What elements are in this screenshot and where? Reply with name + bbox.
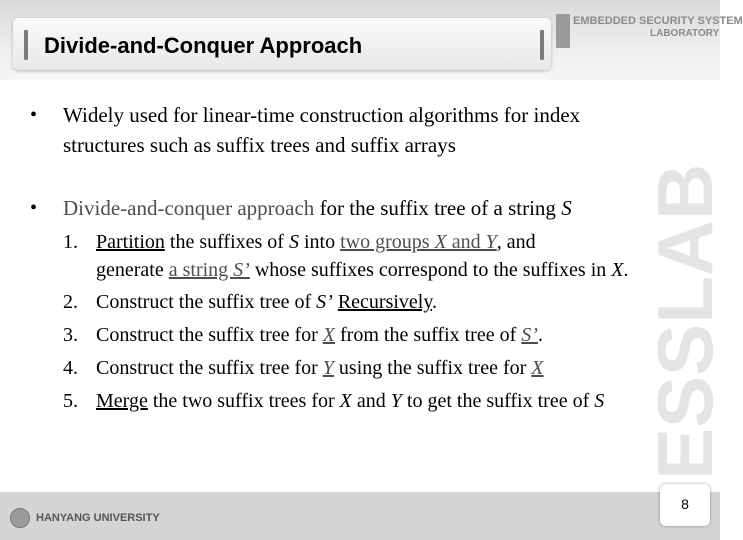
step-1-partition: Partition — [96, 231, 165, 253]
bullet-1-line-1: Widely used for linear-time construction algorithms for index — [63, 103, 581, 127]
bullet-2-lead: Divide-and-conquer approach — [63, 196, 315, 220]
step-1-two-groups — [340, 231, 497, 253]
step-1-number: 1. — [63, 231, 78, 253]
step-1-var-s: S — [288, 231, 299, 253]
title-accent-left — [24, 30, 28, 60]
step-3-var-x: X — [322, 324, 336, 346]
step-1-two-groups-label: two groups — [340, 231, 435, 253]
step-1-text-2: into — [298, 231, 341, 253]
step-5-var-x: X — [339, 390, 352, 412]
step-1-string-label: a string — [168, 259, 234, 281]
step-2-end: . — [432, 291, 438, 313]
bullet-2-var: S — [561, 196, 572, 220]
step-4-text: Construct the suffix tree for — [96, 357, 323, 379]
step-3-var-sprime: S’ — [521, 324, 538, 346]
step-2-var-sprime: S’ — [316, 291, 333, 313]
step-3-end: . — [537, 324, 543, 346]
step-1-var-x: X — [434, 231, 447, 253]
step-1-and: and — [446, 231, 486, 253]
page-number: 8 — [681, 496, 689, 512]
bullet-marker: • — [30, 197, 38, 219]
step-1-text: the suffixes of — [164, 231, 289, 253]
step-1-var-x-2: X — [611, 259, 624, 281]
step-1-end-2: . — [623, 259, 629, 281]
step-5-number: 5. — [63, 390, 78, 412]
step-4-var-y: Y — [322, 357, 334, 379]
step-5-text-2: and — [351, 390, 391, 412]
step-1-line-1 — [96, 231, 536, 254]
step-2-number: 2. — [63, 291, 78, 313]
page-title: Divide-and-Conquer Approach — [44, 33, 363, 58]
lab-logo-icon — [556, 14, 570, 48]
step-2-recursively: Recursively — [337, 291, 433, 313]
bullet-1-line-2: structures such as suffix trees and suffix arrays — [63, 133, 456, 157]
step-2-text: Construct the suffix tree of — [96, 291, 317, 313]
step-1-string — [169, 259, 250, 281]
step-1-text-3: whose suffixes correspond to the suffixes in — [249, 259, 612, 281]
step-1-var-y: Y — [485, 231, 497, 253]
step-4-number: 4. — [63, 357, 78, 379]
university-emblem-icon — [10, 508, 30, 528]
step-1-end: , and — [496, 231, 536, 253]
bullet-2-rest: for the suffix tree of a string — [314, 196, 562, 220]
step-3-number: 3. — [63, 324, 78, 346]
step-5-var-y: Y — [390, 390, 402, 412]
step-1-line-2 — [96, 259, 629, 282]
bullet-2-line — [63, 196, 572, 221]
step-5-line — [96, 390, 604, 413]
step-3-line — [96, 324, 543, 347]
step-5-var-s: S — [594, 390, 605, 412]
lab-name-line2: LABORATORY — [650, 28, 720, 39]
watermark-text: ESSLAB — [641, 163, 729, 480]
title-accent-right — [540, 30, 544, 60]
step-5-text: the two suffix trees for — [147, 390, 340, 412]
step-3-text-2: from the suffix tree of — [335, 324, 522, 346]
step-2-line — [96, 291, 437, 314]
step-5-merge: Merge — [96, 390, 148, 412]
step-1-generate: generate — [96, 259, 169, 281]
step-4-line — [96, 357, 544, 380]
step-4-text-2: using the suffix tree for — [333, 357, 532, 379]
esslab-watermark — [641, 50, 730, 490]
university-name: HANYANG UNIVERSITY — [36, 512, 160, 524]
step-3-text: Construct the suffix tree for — [96, 324, 323, 346]
step-5-text-3: to get the suffix tree of — [401, 390, 595, 412]
lab-name-line1: EMBEDDED SECURITY SYSTEM — [573, 15, 743, 27]
step-1-var-sprime: S’ — [233, 259, 250, 281]
bullet-marker: • — [30, 104, 38, 126]
step-4-var-x: X — [531, 357, 544, 379]
